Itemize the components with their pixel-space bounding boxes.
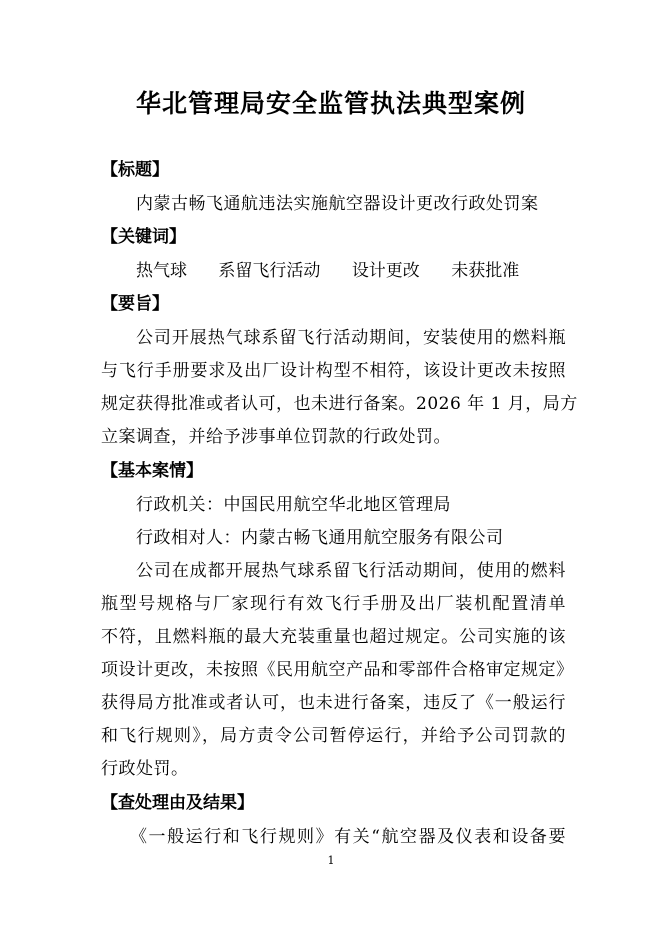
keyword-item: 未获批准: [451, 261, 520, 281]
case-title: 内蒙古畅飞通航违法实施航空器设计更改行政处罚案: [136, 194, 539, 214]
keywords-list: [136, 256, 545, 281]
facts-line: 瓶型号规格与厂家现行有效飞行手册及出厂装机配置清单: [101, 594, 566, 614]
facts-line: 和飞行规则》，局方责令公司暂停运行，并给予公司罚款的: [101, 726, 566, 746]
facts-line: 行政处罚。: [101, 759, 189, 779]
authority-line: 行政机关：中国民用航空华北地区管理局: [136, 495, 451, 515]
document-title: 华北管理局安全监管执法典型案例: [135, 89, 526, 118]
gist-line: 公司开展热气球系留飞行活动期间，安装使用的燃料瓶: [136, 328, 566, 348]
heading-result: 【查处理由及结果】: [101, 793, 254, 813]
gist-line: 与飞行手册要求及出厂设计构型不相符，该设计更改未按照: [101, 361, 566, 381]
facts-line: 获得局方批准或者认可，也未进行备案，违反了《一般运行: [101, 693, 566, 713]
result-line: 《一般运行和飞行规则》有关“航空器及仪表和设备要: [130, 827, 566, 847]
gist-line: 立案调查，并给予涉事单位罚款的行政处罚。: [101, 427, 451, 447]
facts-line: 不符，且燃料瓶的最大充装重量也超过规定。公司实施的该: [101, 627, 566, 647]
heading-basic: 【基本案情】: [101, 461, 203, 481]
facts-line: 项设计更改，未按照《民用航空产品和零部件合格审定规定》: [101, 660, 574, 680]
gist-line: 规定获得批准或者认可，也未进行备案。2026 年 1 月，局方: [101, 394, 578, 414]
counterparty-line: 行政相对人：内蒙古畅飞通用航空服务有限公司: [136, 528, 504, 548]
heading-title: 【标题】: [101, 160, 169, 180]
facts-line: 公司在成都开展热气球系留飞行活动期间，使用的燃料: [136, 561, 566, 581]
keyword-item: 热气球: [136, 261, 187, 281]
page-number: 1: [327, 854, 335, 867]
heading-gist: 【要旨】: [101, 294, 169, 314]
keyword-item: 设计更改: [351, 261, 420, 281]
keyword-item: 系留飞行活动: [218, 261, 321, 281]
heading-keywords: 【关键词】: [101, 227, 186, 247]
